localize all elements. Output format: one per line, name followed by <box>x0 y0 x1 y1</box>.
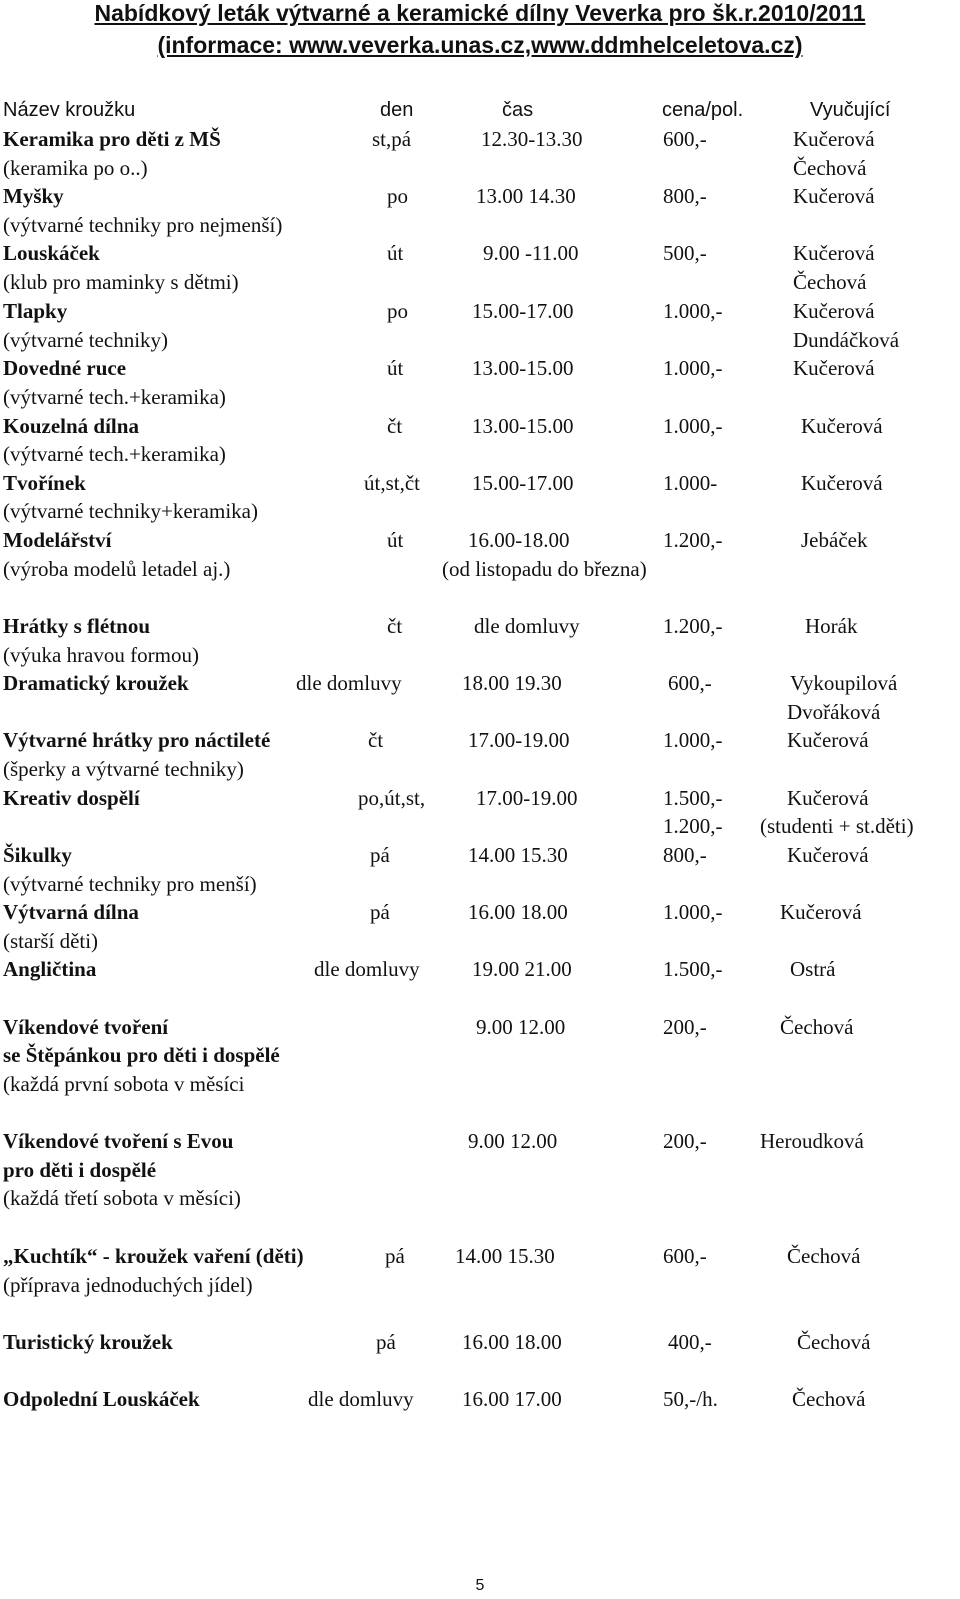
course-time: 13.00-15.00 <box>472 356 574 380</box>
course-subtitle: (starší děti) <box>3 929 99 953</box>
course-price: 600,- <box>663 127 707 151</box>
course-price: 50,-/h. <box>663 1387 718 1411</box>
course-teacher: Kučerová <box>787 786 869 810</box>
course-subtitle: (šperky a výtvarné techniky) <box>3 757 244 781</box>
header-time: čas <box>502 99 534 121</box>
course-price: 1.000,- <box>663 356 723 380</box>
course-time: 14.00 15.30 <box>468 843 568 867</box>
course-subtitle: (výtvarné tech.+keramika) <box>3 385 226 409</box>
course-day: pá <box>370 843 390 867</box>
course-day: dle domluvy <box>314 957 420 981</box>
course-note: (od listopadu do března) <box>442 557 647 581</box>
course-teacher: Heroudková <box>760 1129 864 1153</box>
course-time: 14.00 15.30 <box>455 1244 555 1268</box>
course-day: út <box>387 528 404 552</box>
course-time: 15.00-17.00 <box>472 299 574 323</box>
course-price: 400,- <box>668 1330 712 1354</box>
course-name: Myšky <box>3 184 64 208</box>
course-teacher: Kučerová <box>793 127 875 151</box>
course-teacher: Kučerová <box>787 843 869 867</box>
course-name-continued: pro děti i dospělé <box>3 1158 157 1182</box>
course-subtitle: (výtvarné techniky) <box>3 328 169 352</box>
course-time: 9.00 -11.00 <box>483 241 579 265</box>
course-name: Víkendové tvoření s Evou <box>3 1129 234 1153</box>
course-day: pá <box>370 900 390 924</box>
course-day: út <box>387 356 404 380</box>
course-time: 9.00 12.00 <box>468 1129 558 1153</box>
course-name: Keramika pro děti z MŠ <box>3 127 221 151</box>
course-name: Výtvarná dílna <box>3 900 139 924</box>
course-day: čt <box>387 414 403 438</box>
course-teacher: Čechová <box>797 1330 871 1354</box>
course-name: Víkendové tvoření <box>3 1015 169 1039</box>
course-day: po <box>387 184 408 208</box>
header-teacher: Vyučující <box>810 99 891 121</box>
course-price: 600,- <box>668 671 712 695</box>
course-name: Tvořínek <box>3 471 86 495</box>
course-name: Šikulky <box>3 843 72 867</box>
course-price: 1.500,- <box>663 957 723 981</box>
course-price: 1.200,- <box>663 528 723 552</box>
header-price: cena/pol. <box>662 99 744 121</box>
course-teacher: Čechová <box>792 1387 866 1411</box>
course-day: po,út,st, <box>358 786 426 810</box>
course-time: 9.00 12.00 <box>476 1015 566 1039</box>
course-teacher: Dvořáková <box>787 700 881 724</box>
course-price: 1.200,- <box>663 814 723 838</box>
course-name: Angličtina <box>3 957 97 981</box>
course-teacher: Vykoupilová <box>790 671 898 695</box>
course-time: 13.00 14.30 <box>476 184 576 208</box>
course-subtitle: (výroba modelů letadel aj.) <box>3 557 231 581</box>
course-name: Kreativ dospělí <box>3 786 140 810</box>
course-price: 600,- <box>663 1244 707 1268</box>
course-subtitle: (každá třetí sobota v měsíci) <box>3 1186 241 1210</box>
course-time: 18.00 19.30 <box>462 671 562 695</box>
course-day: po <box>387 299 408 323</box>
course-price: 1.000,- <box>663 299 723 323</box>
course-subtitle: (každá první sobota v měsíci <box>3 1072 245 1096</box>
course-price: 500,- <box>663 241 707 265</box>
course-name: Hrátky s flétnou <box>3 614 150 638</box>
course-teacher: Kučerová <box>793 184 875 208</box>
course-teacher: Kučerová <box>801 414 883 438</box>
course-time: 16.00 17.00 <box>462 1387 562 1411</box>
course-time: 12.30-13.30 <box>481 127 583 151</box>
course-name: Odpolední Louskáček <box>3 1387 200 1411</box>
course-teacher: Dundáčková <box>793 328 900 352</box>
course-name: Dramatický kroužek <box>3 671 189 695</box>
course-price: 1.000,- <box>663 414 723 438</box>
course-name: Výtvarné hrátky pro náctileté <box>3 728 271 752</box>
course-time: 19.00 21.00 <box>472 957 572 981</box>
course-time: 16.00 18.00 <box>462 1330 562 1354</box>
course-price: 1.200,- <box>663 614 723 638</box>
course-teacher: (studenti + st.děti) <box>760 814 914 838</box>
course-name: Louskáček <box>3 241 100 265</box>
course-day: pá <box>385 1244 405 1268</box>
course-subtitle: (výtvarné techniky pro nejmenší) <box>3 213 283 237</box>
course-time: dle domluvy <box>474 614 580 638</box>
course-price: 1.500,- <box>663 786 723 810</box>
course-day: čt <box>368 728 384 752</box>
course-price: 200,- <box>663 1129 707 1153</box>
title-line-2: (informace: www.veverka.unas.cz,www.ddmhelceletova.cz) <box>157 32 803 58</box>
course-teacher: Čechová <box>787 1244 861 1268</box>
course-day: st,pá <box>372 127 412 151</box>
course-day: dle domluvy <box>296 671 402 695</box>
course-subtitle: (výtvarné tech.+keramika) <box>3 442 226 466</box>
course-teacher: Čechová <box>793 156 867 180</box>
course-subtitle: (výuka hravou formou) <box>3 643 199 667</box>
course-price: 1.000,- <box>663 728 723 752</box>
header-day: den <box>380 99 414 121</box>
course-name: Dovedné ruce <box>3 356 127 380</box>
course-subtitle: (výtvarné techniky pro menší) <box>3 872 257 896</box>
course-subtitle: (výtvarné techniky+keramika) <box>3 499 258 523</box>
course-teacher: Kučerová <box>787 728 869 752</box>
course-price: 1.000- <box>663 471 718 495</box>
course-time: 15.00-17.00 <box>472 471 574 495</box>
course-name: Tlapky <box>3 299 68 323</box>
course-teacher: Kučerová <box>801 471 883 495</box>
course-price: 1.000,- <box>663 900 723 924</box>
course-day: út,st,čt <box>364 471 420 495</box>
course-time: 17.00-19.00 <box>468 728 570 752</box>
course-teacher: Kučerová <box>793 241 875 265</box>
course-day: dle domluvy <box>308 1387 414 1411</box>
course-teacher: Ostrá <box>790 957 836 981</box>
course-teacher: Jebáček <box>801 528 868 552</box>
course-name: „Kuchtík“ - kroužek vaření (děti) <box>3 1244 304 1268</box>
course-name: Kouzelná dílna <box>3 414 139 438</box>
course-teacher: Horák <box>805 614 858 638</box>
course-name-continued: se Štěpánkou pro děti i dospělé <box>3 1043 280 1067</box>
course-subtitle: (klub pro maminky s dětmi) <box>3 270 239 294</box>
course-teacher: Kučerová <box>793 356 875 380</box>
course-time: 17.00-19.00 <box>476 786 578 810</box>
course-subtitle: (keramika po o..) <box>3 156 148 180</box>
course-time: 13.00-15.00 <box>472 414 574 438</box>
course-time: 16.00-18.00 <box>468 528 570 552</box>
course-subtitle: (příprava jednoduchých jídel) <box>3 1273 253 1297</box>
course-time: 16.00 18.00 <box>468 900 568 924</box>
course-teacher: Kučerová <box>780 900 862 924</box>
course-teacher: Kučerová <box>793 299 875 323</box>
course-price: 800,- <box>663 843 707 867</box>
course-name: Modelářství <box>3 528 112 552</box>
title-line-1: Nabídkový leták výtvarné a keramické dílny Veverka pro šk.r.2010/2011 <box>94 0 866 26</box>
course-price: 200,- <box>663 1015 707 1039</box>
course-day: pá <box>376 1330 396 1354</box>
header-name: Název kroužku <box>3 99 136 121</box>
course-price: 800,- <box>663 184 707 208</box>
course-day: čt <box>387 614 403 638</box>
course-day: út <box>387 241 404 265</box>
page-number: 5 <box>475 1577 485 1594</box>
course-teacher: Čechová <box>780 1015 854 1039</box>
course-name: Turistický kroužek <box>3 1330 173 1354</box>
course-teacher: Čechová <box>793 270 867 294</box>
